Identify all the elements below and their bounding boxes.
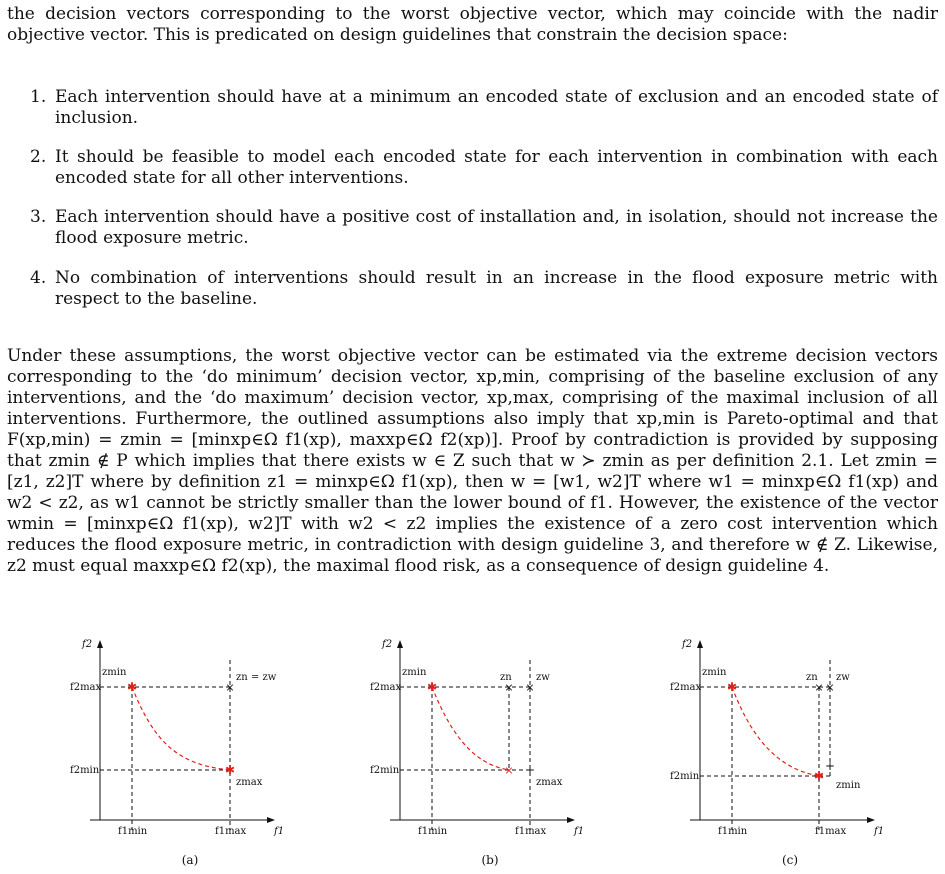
y-axis-arrow bbox=[97, 640, 103, 648]
guideline-item bbox=[30, 147, 938, 189]
guideline-text: It should be feasible to model each encoded state for each intervention in combination with each encoded state for all other interventions. bbox=[55, 147, 938, 188]
figure-row bbox=[0, 630, 945, 870]
zw-label: zw bbox=[836, 672, 850, 683]
zn-label: zn bbox=[806, 672, 818, 683]
guideline-item bbox=[30, 268, 938, 310]
f2min-label: f2min bbox=[70, 765, 100, 776]
zmin-label: zmin bbox=[102, 667, 127, 678]
guideline-item bbox=[30, 87, 938, 129]
y-axis-label: f2 bbox=[82, 639, 93, 650]
figure-a bbox=[40, 630, 340, 870]
figure-b-plot bbox=[340, 630, 640, 845]
marker-zw: × bbox=[825, 681, 835, 694]
guideline-number: 2. bbox=[30, 147, 47, 167]
figure-a-caption: (a) bbox=[181, 853, 199, 867]
marker-zmax: + bbox=[524, 763, 536, 777]
marker-zn: × bbox=[225, 681, 235, 694]
design-guidelines-list-4 bbox=[30, 268, 938, 310]
marker-tick: + bbox=[824, 759, 836, 773]
f2max-label: f2max bbox=[670, 682, 702, 693]
f2max-label: f2max bbox=[370, 682, 402, 693]
guideline-number: 3. bbox=[30, 207, 47, 227]
f1min-label: f1min bbox=[718, 826, 748, 837]
y-axis-label: f2 bbox=[382, 639, 393, 650]
marker-curve-end: × bbox=[504, 764, 514, 777]
guideline-number: 4. bbox=[30, 268, 47, 288]
figure-b bbox=[340, 630, 640, 870]
marker-zmin: ✱ bbox=[426, 680, 438, 694]
marker-zmax: ✱ bbox=[224, 763, 236, 777]
marker-curve-end: ✱ bbox=[813, 769, 825, 783]
y-axis-arrow bbox=[397, 640, 403, 648]
f1max-label: f1max bbox=[815, 826, 847, 837]
figure-c-caption: (c) bbox=[781, 853, 799, 867]
pareto-curve bbox=[732, 687, 819, 776]
paragraph-assumptions: Under these assumptions, the worst objective vector can be estimated via the extreme decision vectors corresponding to the ‘do minimum’ decision vector, xp,min, comprising of the baseline exclusion of any interventions, and the ‘do maximum’ decision vector, xp,max, comprising of the maximal inclusion of all interventions. Furthermore, the outlined assumptions also imply that xp,min is Pareto-optimal and that F(xp,min) = zmin = [minxp∈Ω f1(xp), maxxp∈Ω f2(xp)]. Proof by contradiction is provided by supposing that zmin ∉ P which implies that there exists w ∈ Z such that w ≻ zmin as per definition 2.1. Let zmin = [z1, z2]T where by definition z1 = minxp∈Ω f1(xp), then w = [w1, w2]T where w1 = minxp∈Ω f1(xp) and w2 < z2, as w1 cannot be strictly smaller than the lower bound of f1. However, the existence of the vector wmin = [minxp∈Ω f1(xp), w2]T with w2 < z2 implies the existence of a zero cost intervention which reduces the flood exposure metric, in contradiction with design guideline 3, and therefore w ∉ Z. Likewise, z2 must equal maxxp∈Ω f2(xp), the maximal flood risk, as a consequence of design guideline 4. bbox=[7, 346, 938, 576]
pareto-curve bbox=[432, 687, 509, 770]
pareto-curve bbox=[132, 687, 230, 770]
lower-right-zmin-label: zmin bbox=[836, 780, 861, 791]
paragraph-intro: the decision vectors corresponding to the worst objective vector, which may coincide with the nadir objective vector. This is predicated on design guidelines that constrain the decision space: bbox=[7, 4, 938, 45]
x-axis-label: f1 bbox=[874, 826, 885, 837]
f2min-label: f2min bbox=[370, 765, 400, 776]
x-axis-label: f1 bbox=[274, 826, 285, 837]
f2min-label: f2min bbox=[670, 771, 700, 782]
zmax-label: zmax bbox=[236, 777, 263, 788]
marker-zn: × bbox=[504, 681, 514, 694]
f1max-label: f1max bbox=[215, 826, 247, 837]
zn-zw-label: zn = zw bbox=[236, 672, 277, 683]
zw-label: zw bbox=[536, 672, 550, 683]
x-axis-label: f1 bbox=[574, 826, 585, 837]
f2max-label: f2max bbox=[70, 682, 102, 693]
guideline-text: Each intervention should have at a minimum an encoded state of exclusion and an encoded state of inclusion. bbox=[55, 87, 938, 128]
y-axis-arrow bbox=[697, 640, 703, 648]
x-axis-arrow bbox=[267, 817, 275, 823]
marker-zmin: ✱ bbox=[726, 680, 738, 694]
f1min-label: f1min bbox=[118, 826, 148, 837]
marker-zn: × bbox=[814, 681, 824, 694]
x-axis-arrow bbox=[867, 817, 875, 823]
x-axis-arrow bbox=[567, 817, 575, 823]
zn-label: zn bbox=[500, 672, 512, 683]
f1max-label: f1max bbox=[515, 826, 547, 837]
figure-c-plot bbox=[640, 630, 940, 845]
guideline-number: 1. bbox=[30, 87, 47, 107]
design-guidelines-list bbox=[30, 0, 938, 128]
marker-zmin: ✱ bbox=[126, 680, 138, 694]
figure-a-plot bbox=[40, 630, 340, 845]
guideline-text: Each intervention should have a positive cost of installation and, in isolation, should not increase the flood exposure metric. bbox=[55, 207, 938, 248]
figure-c bbox=[640, 630, 940, 870]
marker-zw: × bbox=[525, 681, 535, 694]
zmax-label: zmax bbox=[536, 777, 563, 788]
design-guidelines-list-3 bbox=[30, 207, 938, 249]
design-guidelines-list-2 bbox=[30, 147, 938, 189]
y-axis-label: f2 bbox=[682, 639, 693, 650]
guideline-item bbox=[30, 207, 938, 249]
f1min-label: f1min bbox=[418, 826, 448, 837]
guideline-text: No combination of interventions should result in an increase in the flood exposure metric with respect to the baseline. bbox=[55, 268, 938, 309]
figure-b-caption: (b) bbox=[481, 853, 499, 867]
zmin-label: zmin bbox=[402, 667, 427, 678]
zmin-label: zmin bbox=[702, 667, 727, 678]
